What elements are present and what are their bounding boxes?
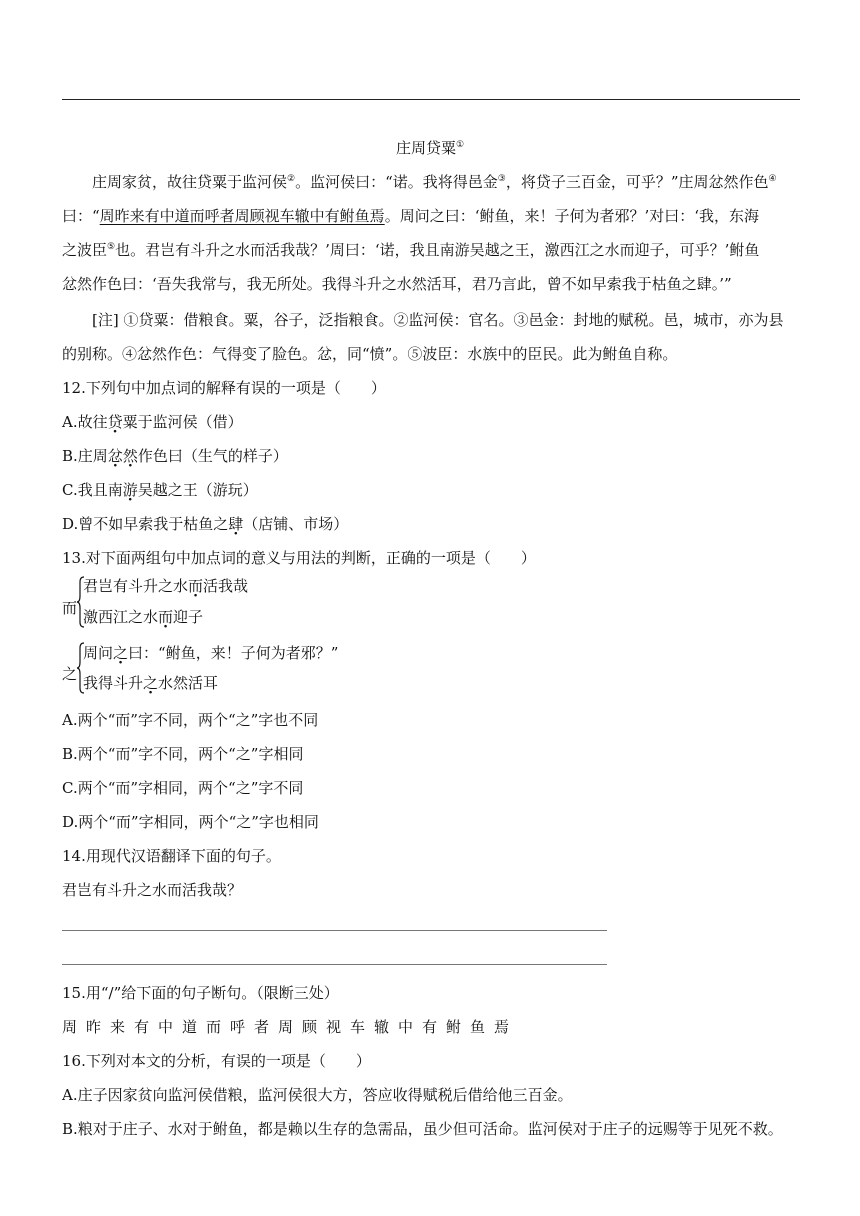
- header-rule: [62, 99, 800, 100]
- passage-line-1: 庄周家贫，故往贷粟于监河侯②。监河侯曰：“诺。我将得邑金③，将贷子三百金，可乎？”庄周忿然作色④: [92, 173, 777, 191]
- emphasis-dot-char: 之: [113, 644, 129, 662]
- q16-option-b: B.粮对于庄子、水对于鲋鱼，都是赖以生存的急需品，虽少但可活命。监河侯对于庄子的远赐等于见死不救。: [62, 1120, 783, 1138]
- q13-option-a: A.两个“而”字不同，两个“之”字也不同: [62, 711, 319, 729]
- emphasis-dot-char: 而: [158, 608, 174, 626]
- emphasis-dot-char: 而: [188, 577, 204, 595]
- q16-stem: 16.下列对本文的分析，有误的一项是（ ）: [62, 1052, 371, 1070]
- underlined-sentence: 周昨来有中道而呼者周顾视车辙中有鲋鱼焉: [99, 207, 385, 225]
- q15-stem: 15.用“/”给下面的句子断句。（限断三处）: [62, 984, 339, 1002]
- q16-option-a: A.庄子因家贫向监河侯借粮，监河侯很大方，答应收得赋税后借给他三百金。: [62, 1086, 573, 1104]
- emphasis-dot-char: 然: [122, 447, 138, 465]
- notes-line-1: [注] ①贷粟：借粮食。粟，谷子，泛指粮食。②监河侯：官名。③邑金：封地的赋税。邑，城市，亦为县: [92, 311, 784, 329]
- q12-option-a: A.故往贷粟于监河侯（借）: [62, 413, 243, 431]
- q12-option-b: B.庄周忿然作色曰（生气的样子）: [62, 447, 288, 465]
- zhi-sentence-1: 周问之曰：“鲋鱼，来！子何为者邪？”: [83, 644, 339, 662]
- er-group-label: 而: [62, 599, 78, 617]
- q12-option-c: C.我且南游吴越之王（游玩）: [62, 481, 258, 499]
- q13-option-c: C.两个“而”字相同，两个“之”字不同: [62, 779, 304, 797]
- zhi-sentence-2: 我得斗升之水然活耳: [83, 674, 219, 692]
- er-sentence-2: 激西江之水而迎子: [83, 608, 204, 626]
- q14-sentence: 君岂有斗升之水而活我哉？: [62, 881, 243, 899]
- q14-stem: 14.用现代汉语翻译下面的句子。: [62, 847, 281, 865]
- q15-sentence: 周昨来有中道而呼者周顾视车辙中有鲋鱼焉: [62, 1018, 519, 1036]
- passage-line-2: 曰：“周昨来有中道而呼者周顾视车辙中有鲋鱼焉。周问之曰：‘鲋鱼，来！子何为者邪？’对曰：‘我，东海: [62, 207, 759, 225]
- emphasis-dot-char: 之: [143, 674, 159, 692]
- notes-line-2: 的别称。④忿然作色：气得变了脸色。忿，同“愤”。⑤波臣：水族中的臣民。此为鲋鱼自称。: [62, 345, 678, 363]
- passage-line-3: 之波臣⑤也。君岂有斗升之水而活我哉？’周曰：‘诺，我且南游吴越之王，激西江之水而迎子，可乎？’鲋鱼: [62, 241, 760, 259]
- emphasis-dot-char: 肆: [228, 515, 244, 533]
- passage-title: 庄周贷粟①: [395, 139, 465, 157]
- emphasis-dot-char: 忿: [107, 447, 123, 465]
- emphasis-dot-char: 游: [122, 481, 138, 499]
- q13-stem: 13.对下面两组句中加点词的意义与用法的判断，正确的一项是（ ）: [62, 549, 536, 567]
- q13-option-b: B.两个“而”字不同，两个“之”字相同: [62, 745, 304, 763]
- q12-option-d: D.曾不如早索我于枯鱼之肆（店铺、市场）: [62, 515, 349, 533]
- passage-line-4: 忿然作色曰：‘吾失我常与，我无所处。我得斗升之水然活耳，君乃言此，曾不如早索我于枯鱼之肆。’”: [62, 275, 732, 293]
- er-sentence-1: 君岂有斗升之水而活我哉: [83, 577, 249, 595]
- answer-line[interactable]: [62, 964, 607, 965]
- answer-line[interactable]: [62, 930, 607, 931]
- q12-stem: 12.下列句中加点词的解释有误的一项是（ ）: [62, 379, 386, 397]
- emphasis-dot-char: 贷: [107, 413, 123, 431]
- q13-option-d: D.两个“而”字相同，两个“之”字也相同: [62, 813, 319, 831]
- zhi-group-label: 之: [62, 665, 78, 683]
